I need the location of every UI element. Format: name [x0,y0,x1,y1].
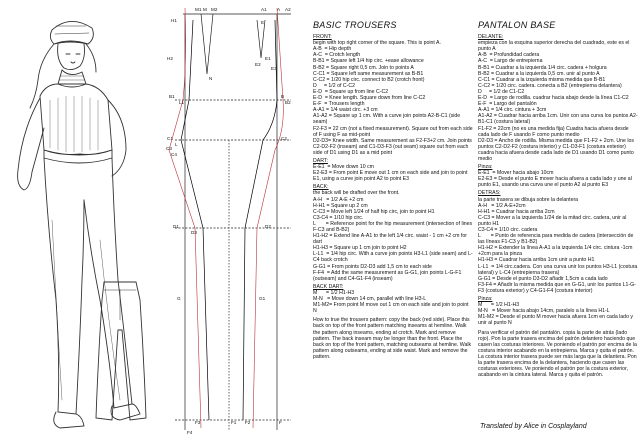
english-closing: How to true the trousers pattern: copy the back (red side). Place this back on top of the front pattern matching inseams at hemline. Walk the pattern along inseams, ending at crotch. Mark and remove pattern. The back inseam may be longer than the front. Place the back on top of the front pattern, matching outseams at hemline. Walk pattern along outseams, ending at side waist. Mark and remove the pattern. [313,317,473,360]
spanish-backdart-line: M = 1/2 H1-H3 [478,302,520,309]
pattern-point-label: M1 [195,7,202,12]
spanish-dart-line: E2-E3 = Desde el punto E mover hacia afuera a cada lado y une al punto E1, usando una curva une el punto A2 al punto E3 [478,176,634,189]
english-back-line: A-H = 1/2 A-E +2 cm [313,196,364,203]
pattern-point-label: C2 [281,136,287,141]
spanish-dart-line: E-E1 = Mover hacia abajo 10cm [478,170,554,177]
pattern-point-label: C3 [166,146,172,151]
spanish-closing: Para verificar el patrón del pantalón. copia la parte de atrás (lado rojo). Pon la parte trasera encima del patrón delantero haciendo que casen las costuras interiores. Ve poniendo el patrón por encima de la costura interior acabando en la entrepierna. Marca y quita el patrón. La costura interior trasera puede ser más larga que la delantera. Pon la parte trasera encima de la delantera, haciendo que casen las costuras exteriores. Ve poniendo el patrón por la costura exterior, acabando en la cintura lateral. Marca y quita el patrón. [478,329,639,379]
english-backdart-line: M = 1/2 H1-H3 [313,289,355,296]
english-backdart-line: M1-M2= From point M move out 1 cm on each side and join to point N [313,302,471,315]
pattern-point-label: A1 [261,7,267,12]
spanish-backdart-heading: Pinza: [478,296,493,303]
english-front-line: A1-A2 = Square up 1 cm. With a curve join points A2-B-C1 (side seam) [313,113,462,126]
spanish-backdart-line: M1-M2 = Desde el punto M mover hacia afuera 1cm en cada lado y unir al punto N [478,314,635,327]
spanish-front-heading: DELANTE: [478,34,504,41]
english-back-line: H1-H2 = Extend line A-A1 to the left 1/4 circ. waist - 1 cm +2 cm for dart [313,233,469,246]
pattern-point-label: L1 [179,100,185,105]
english-front-line: B-B1 = Square left 1/4 hip circ. +ease allowance [313,58,424,65]
english-front-line: A-A1 = 1/4 waist circ. +3 cm [313,107,378,114]
english-dart-heading: DART: [313,157,328,164]
spanish-front-line: B-B2 = Cuadrar a la izquierda 0,5 cm. unir al punto A [478,70,600,77]
english-backdart-line: M-N = Move down 14 cm, parallel with line H3-L [313,296,427,303]
english-back-line: L-L1 = 1/4 hip circ. With a curve join points H3-L1 (side seam) and L-C4 back crotch [313,251,473,264]
pattern-point-label: M [203,7,207,12]
pattern-point-label: C1 [167,136,173,141]
trouser-pattern-draft [165,0,305,441]
spanish-back-line: L = Punto de referencia para medida de cadera (intersección de las líneas F1-C3 y B1-B2) [478,233,635,246]
spanish-back-heading: DETRAS: [478,190,501,197]
spanish-front-line: A1-A2 = Cuadrar hacia arriba 1cm. Unir con una curva los puntos A2-B1-C1 (costura lateral) [478,113,638,126]
spanish-front-line: C-C1 = Cuadrar a la izquierda misma medida que B-B1 [478,76,606,83]
english-back-heading: BACK: [313,184,329,191]
english-front-line: E-F = Trousers length [313,101,365,108]
english-front-line: C-C1 = Square left same measurement as B-B1 [313,70,424,77]
english-front-line: E-D = Square up from line C-C2 [313,88,389,95]
spanish-dart-heading: Pinza: [478,164,493,171]
pattern-point-label: E1 [265,56,271,61]
english-back-line: H1-H3 = Square up 1 cm join to point H2 [313,245,407,252]
spanish-back-line: G-G1 = Desde el punto D3-D2 añadir 1,5cm a cada lado [478,275,608,282]
english-back-line: H-H1 = Square up 2 cm [313,202,368,209]
spanish-back-line: H1-H2 = Extender la línea A-A1 a la izquierda 1/4 circ. cintura -1cm +2cm para la pinza [478,245,634,258]
pattern-point-label: B [281,94,285,99]
english-back-line: the back will be drafted over the front. [313,190,400,197]
spanish-back-line: A-H = 1/2 A-E+2cm [478,202,526,209]
pattern-point-label: F [279,420,282,425]
pattern-point-label: G [177,296,181,301]
english-back-line: F-F4 = Add the same measurement as G-G1, join points L-G-F1 (outseam) and C4-G1-F4 (inseam) [313,269,463,282]
english-front-heading: FRONT: [313,34,332,41]
english-instructions [313,22,473,360]
spanish-front-line: A-B = Profundidad cadera [478,52,540,59]
pattern-point-label: B1 [169,94,175,99]
english-front-line: F2-F3 = 22 cm (not a fixed measurement). Square out from each side of F using F as mid-point [313,125,475,138]
english-front-line: D2-D3= Knee width. Same measurement as F2-F3+2 cm. Join points C2-D2-F2 (inseam) and C1-D3-F3 (out seam) square out from each side of D1 using D1 as a mid point [313,137,474,156]
pattern-point-label: E2 [255,62,261,67]
pattern-point-label: D3 [191,230,197,235]
spanish-back-line: L-L1 = 1/4 circ.cadera. Con una curva unir los puntos H3-L1 (costura lateral) y L-C4 (entrepierna trasera) [478,263,639,276]
english-back-line: G-G1 = From points D2-D3 add 1,5 cm to each side [313,263,432,270]
spanish-back-line: F3-F4 = Añadir la misma medida que en G-G1, unir los puntos L1-G-F3 (costura exterior) y C4-G1-F4 (costura interior) [478,281,636,294]
spanish-front-line: C-C2 = 1/20 circ. cadera. conecta a B2 (entrepierna delantera) [478,82,622,89]
spanish-title: PANTALON BASE [478,20,556,30]
spanish-back-line: C-C3 = Mover a la izquierda 1/24 de la mitad circ. cadera, unir al punto H1 [478,214,628,227]
english-title: BASIC TROUSERS [313,20,397,30]
spanish-back-line: la parte trasera se dibuja sobre la delantera [478,196,579,203]
spanish-back-line: H1-H3 = Cuadrar hacia arriba 1cm unir a punto H1 [478,257,595,264]
english-dart-line: E-E1 = Move down 10 cm [313,164,374,171]
spanish-instructions [478,22,638,378]
pattern-point-label: H1 [171,18,177,23]
spanish-front-line: F1-F2 = 22cm (no es una medida fija) Cuadra hacia afuera desde cada lado de F usando F como punto medio [478,125,631,138]
pattern-point-label: C4 [171,152,177,157]
spanish-front-line: A-C = Largo de entrepierna [478,58,543,65]
english-front-line: B-B2 = Square right 0,5 cm. Join to points A [313,64,414,71]
spanish-front-line: E-D = Largo de rodilla. cuadrar hacia abajo desde la línea C1-C2 [478,95,629,102]
english-front-line: A-C = Crotch length [313,52,361,59]
model-illustration [0,0,170,441]
spanish-back-line: H-H1 = Cuadrar hacia arriba 2cm [478,208,555,215]
pattern-point-label: A2 [285,7,291,12]
pattern-point-label: D1 [173,224,179,229]
spanish-front-line: B-B1 = Cuadrar a la izquierda 1/4 circ. cadera + holgura [478,64,607,71]
english-back-line: C-C3 = Move left 1/24 of half hip circ, join to point H1 [313,208,435,215]
pattern-point-label: F4 [187,430,193,435]
pattern-point-label: E3 [271,66,277,71]
pattern-point-label: F2 [245,420,251,425]
spanish-back-line: C3-C4 = 1/10 circ. cadera [478,227,538,233]
pattern-point-label: N [209,76,213,81]
english-back-line: L = Reference point for the hip measurement (intersection of lines F-C3 and B-B2) [313,220,474,233]
pattern-point-label: A [277,7,281,12]
pattern-point-label: B2 [285,100,291,105]
english-front-line: A-B = Hip depth [313,46,352,53]
spanish-front-line: D = 1/2 de C1-C2 [478,88,525,95]
pattern-point-label: L [175,142,178,147]
spanish-front-line: A-A1 = 1/4 circ. cintura + 3cm [478,107,547,114]
english-dart-line: E2-E3 = From point E move out 1 cm on each side and join to point E1, using a curve join point A2 to point E3 [313,170,469,183]
pattern-point-label: D2 [265,224,271,229]
english-front-line: D = 1/2 of C-C2 [313,82,355,89]
english-backdart-heading: BACK DART: [313,283,344,290]
spanish-front-line: D2-D3 = Ancho de rodilla. Misma medida que F1-F2 + 2cm. Une los puntos C2-D2-F2 (costura interior) y C1-D3-F1 (costura exterior) cuadra hacia afuera desde cada lado de D1 usando D1 como punto medio [478,137,636,162]
pattern-point-label: M2 [211,7,218,12]
pattern-point-label: H2 [167,56,173,61]
pattern-point-label: F1 [231,420,237,425]
pattern-point-label: G1 [259,296,266,301]
english-front-line: begin with top right corner of the square. This is point A. [313,40,441,47]
spanish-front-line: E-F = Largo del pantalón [478,101,537,108]
translation-credit: Translated by Alice in Cosplayland [480,423,587,430]
pattern-point-label: F3 [195,420,201,425]
english-back-line: C3-C4 = 1/10 hip circ. [313,214,364,221]
english-front-line: C-C2 = 1/20 hip circ. connect to B2 (crotch front) [313,76,425,83]
spanish-front-line: empieza con la esquina superior derecha del cuadrado, este es el punto A [478,40,631,53]
spanish-backdart-line: M-N = Mover hacia abajo 14cm, paralelo a la línea H1-L [478,308,610,315]
english-front-line: E-D = Knee length. Square down from line C-C2 [313,95,426,102]
pattern-point-label: E [261,20,265,25]
